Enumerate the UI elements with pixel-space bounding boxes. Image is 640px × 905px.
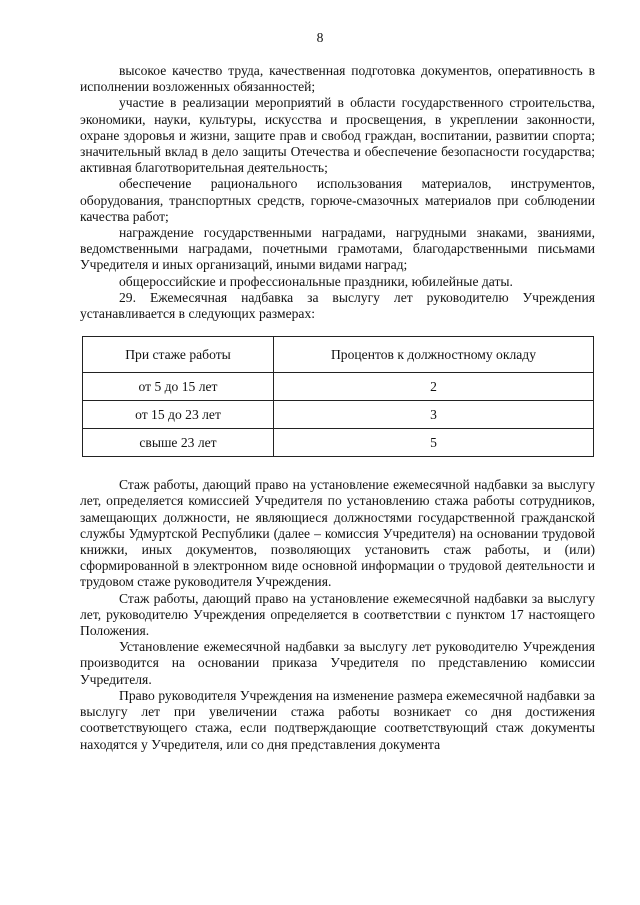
cell-percent: 3 (274, 401, 594, 429)
paragraph-seniority-point-17: Стаж работы, дающий право на установление ежемесячной надбавки за выслугу лет, руководителю Учреждения определяется в соответствии с пунктом 17 настоящего Положения. (80, 590, 595, 639)
cell-experience: от 15 до 23 лет (83, 401, 274, 429)
paragraph-awards: награждение государственными наградами, нагрудными знаками, званиями, ведомственными наградами, почетными грамотами, благодарственными письмами Учредителя и иных организаций, иными видами наград; (80, 225, 595, 273)
table-header-row (83, 337, 594, 373)
paragraph-clause-29: 29. Ежемесячная надбавка за выслугу лет руководителю Учреждения устанавливается в следующих размерах: (80, 289, 595, 322)
seniority-bonus-table (82, 336, 594, 457)
header-experience: При стаже работы (83, 337, 274, 373)
cell-experience: свыше 23 лет (83, 429, 274, 457)
cell-experience: от 5 до 15 лет (83, 373, 274, 401)
paragraph-participation: участие в реализации мероприятий в области государственного строительства, экономики, науки, культуры, искусства и просвещения, в укреплении законности, охране здоровья и жизни, защите прав и свобод граждан, воспитании, развитии спорта; значительный вклад в дело защиты Отечества и обеспечение безопасности государства; активная благотворительная деятельность; (80, 95, 595, 176)
table-row (83, 401, 594, 429)
page-number: 8 (316, 30, 324, 45)
paragraph-holidays: общероссийские и профессиональные праздники, юбилейные даты. (119, 273, 513, 289)
table-row (83, 429, 594, 457)
paragraph-order-basis: Установление ежемесячной надбавки за выслугу лет руководителю Учреждения производится на основании приказа Учредителя по представлению комиссии Учредителя. (80, 639, 595, 687)
header-percent: Процентов к должностному окладу (274, 337, 594, 373)
cell-percent: 5 (274, 429, 594, 457)
paragraph-right-to-change: Право руководителя Учреждения на изменение размера ежемесячной надбавки за выслугу лет при увеличении стажа работы возникает со дня достижения соответствующего стажа, если подтверждающие соответствующий стаж документы находятся у Учредителя, или со дня представления документа (80, 687, 595, 752)
seniority-table-wrapper (80, 336, 595, 457)
paragraph-resources: обеспечение рационального использования материалов, инструментов, оборудования, транспортных средств, горюче-смазочных материалов при соблюдении качества работ; (80, 176, 595, 224)
paragraph-quality: высокое качество труда, качественная подготовка документов, оперативность в исполнении возложенных обязанностей; (80, 63, 595, 95)
paragraph-seniority-commission: Стаж работы, дающий право на установление ежемесячной надбавки за выслугу лет, определяется комиссией Учредителя по установлению стажа работы сотрудников, замещающих должности, не являющиеся должностями государственной гражданской службы Удмуртской Республики (далее – комиссия Учредителя) на основании трудовой книжки, иных документов, позволяющих установить стаж работы, и (или) сформированной в электронном виде основной информации о трудовой деятельности и трудовом стаже руководителя Учреждения. (80, 477, 595, 590)
table-row (83, 373, 594, 401)
document-body (80, 63, 595, 753)
cell-percent: 2 (274, 373, 594, 401)
